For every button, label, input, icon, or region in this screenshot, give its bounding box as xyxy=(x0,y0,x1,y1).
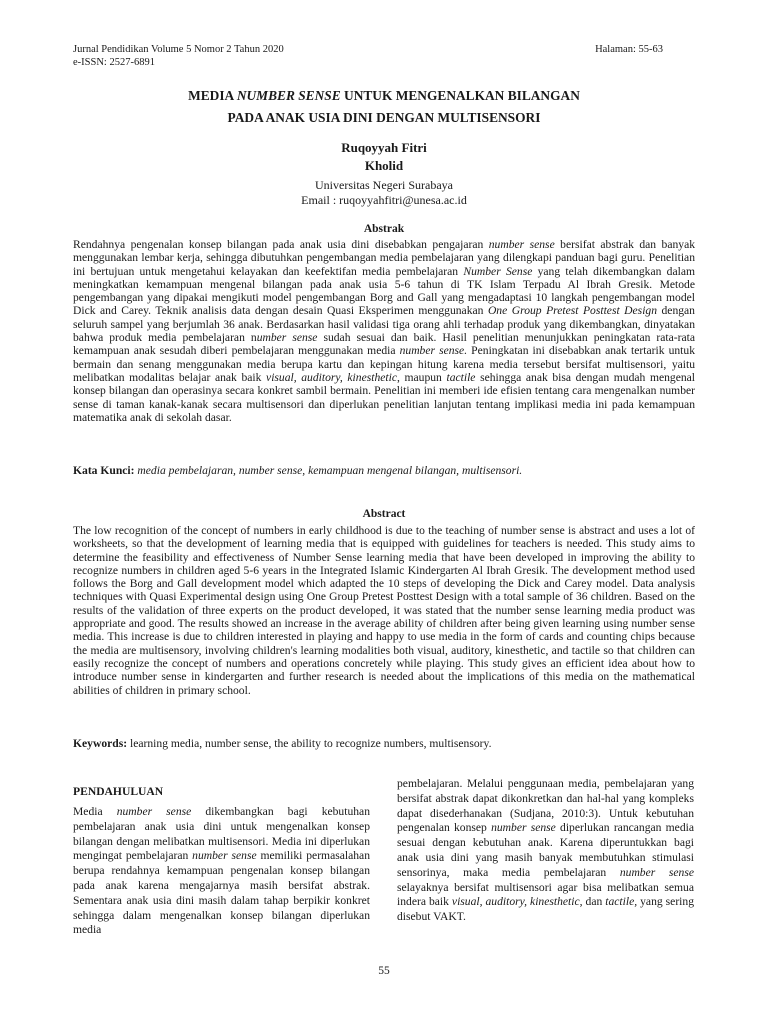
email: Email : ruqoyyahfitri@unesa.ac.id xyxy=(301,193,467,207)
page-range: Halaman: 55-63 xyxy=(595,44,663,55)
abstract-heading: Abstract xyxy=(362,508,406,520)
paper-title xyxy=(73,85,695,129)
intro-left-column: Media number sense dikembangkan bagi kebutuhan pembelajaran anak usia dini untuk mengenalkan konsep bilangan dengan melibatkan multisensori. Media ini diperlukan mengingat pembelajaran number sense memiliki permasalahan berupa rendahnya kemampuan pengenalan konsep bilangan pada anak karena mengajarnya masih bersifat abstrak. Sementara anak usia dini masih dalam tahap berpikir konkret sehingga dalam mengenalkan konsep bilangan diperlukan media xyxy=(73,805,370,937)
abstract-body: The low recognition of the concept of numbers in early childhood is due to the teaching of number sense is abstract and uses a lot of worksheets, so that the development of learning media that is equipped with guidelines for teachers is needed. This study aims to determine the feasibility and effectiveness of Number Sense learning media that have been developed in improving the ability to recognize numbers in children aged 5-6 years in the Integrated Islamic Kindergarten Al Ibrah Gresik. The development method used follows the Borg and Gall development model which adapted the 10 steps of developing the Dick and Carey model. Data analysis techniques with Quasi Experimental design using One Group Pretest Posttest Design with a total sample of 36 children. Based on the results of the validation of three experts on the product developed, it was stated that the number sense learning media product was appropriate and good. The results showed an increase in the average ability of children after being given learning using number sense media. This increase is due to children interested in playing and happy to use media in the form of cards and counting chips because the media are multisensory, involving children's learning modalities both visual, auditory, kinesthetic, and tactile so that children can easily recognize the concept of numbers and operations concretely while playing. This study gives an efficient idea about how to introduce number sense in kindergarten and further research is needed about the implications of this media on the mathematical abilities of children in primary school. xyxy=(73,524,695,697)
title-line-1: MEDIA NUMBER SENSE UNTUK MENGENALKAN BILANGAN xyxy=(188,88,580,103)
affiliation xyxy=(73,178,695,208)
section-heading-pendahuluan: PENDAHULUAN xyxy=(73,785,164,798)
issn: e-ISSN: 2527-6891 xyxy=(73,57,155,68)
abstrak-body: Rendahnya pengenalan konsep bilangan pada anak usia dini disebabkan pengajaran number sense bersifat abstrak dan banyak menggunakan lembar kerja, sehingga dibutuhkan pengembangan media pembelajaran yang dilengkapi panduan bagi guru. Penelitian ini bertujuan untuk mengetahui kelayakan dan keefektifan media pembelajaran Number Sense yang telah dikembangkan dalam meningkatkan kemampuan mengenal bilangan pada anak usia 5-6 tahun di TK Islam Terpadu Al Ibrah Gresik. Metode pengembangan yang dipakai mengikuti model pengembangan Borg and Gall yang mengadaptasi 10 langkah pengembangan model Dick and Carey. Teknik analisis data dengan desain Quasi Eksperimen menggunakan One Group Pretest Posttest Design dengan seluruh sampel yang berjumlah 36 anak. Berdasarkan hasil validasi tiga orang ahli terhadap produk yang dikembangkan, dinyatakan bahwa produk media pembelajaran number sense sudah sesuai dan baik. Hasil penelitian menunjukkan peningkatan rata-rata kemampuan anak sesudah diberi pembelajaran menggunakan media number sense. Peningkatan ini disebabkan anak tertarik untuk bermain dan senang menggunakan media berupa kartu dan kepingan hitung karena media tersebut bersifat multisensori, yaitu melibatkan modalitas belajar anak baik visual, auditory, kinesthetic, maupun tactile sehingga anak bisa dengan mudah mengenal konsep bilangan dan operasinya secara konkret sambil bermain. Penelitian ini memberi ide efisien tentang cara mengenalkan number sense di taman kanak-kanak secara multisensori dan diperlukan penelitian lanjutan tentang implikasi media ini pada kemampuan matematika anak di sekolah dasar. xyxy=(73,238,696,424)
journal-header xyxy=(73,43,284,69)
author-list xyxy=(73,139,695,175)
page-number: 55 xyxy=(378,965,390,977)
university: Universitas Negeri Surabaya xyxy=(315,178,453,192)
abstrak-heading: Abstrak xyxy=(363,223,405,235)
title-line-2: PADA ANAK USIA DINI DENGAN MULTISENSORI xyxy=(227,110,541,125)
kata-kunci: Kata Kunci: media pembelajaran, number sense, kemampuan mengenal bilangan, multisensori. xyxy=(73,464,523,477)
journal-name: Jurnal Pendidikan Volume 5 Nomor 2 Tahun 2020 xyxy=(73,44,284,55)
author-name: Ruqoyyah Fitri xyxy=(341,140,427,155)
author-name: Kholid xyxy=(364,158,404,173)
intro-right-column: pembelajaran. Melalui penggunaan media, pembelajaran yang bersifat abstrak dapat dikonkretkan dan hal-hal yang kompleks dapat disederhanakan (Sudjana, 2010:3). Untuk kebutuhan pengenalan konsep number sense diperlukan rancangan media sesuai dengan kebutuhan anak. Karena diperuntukkan bagi anak usia dini yang masih banyak membutuhkan stimulasi sensorinya, maka media pembelajaran number sense selayaknya bersifat multisensori agar bisa melibatkan semua indera baik visual, auditory, kinesthetic, dan tactile, yang sering disebut VAKT. xyxy=(397,777,694,924)
keywords: Keywords: learning media, number sense, the ability to recognize numbers, multisensory. xyxy=(73,737,492,750)
